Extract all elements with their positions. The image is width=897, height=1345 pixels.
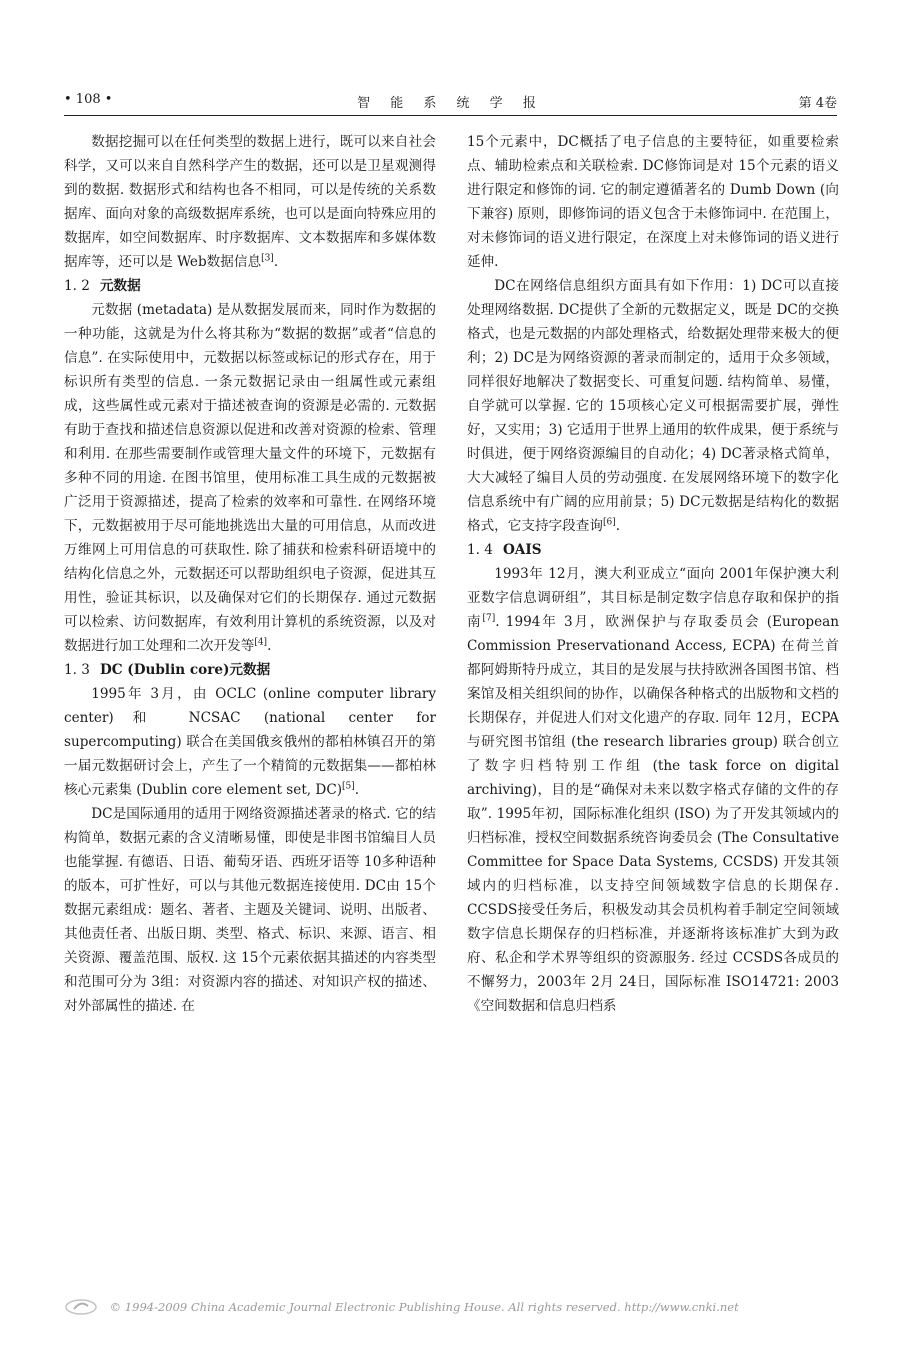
volume-label: 第 4卷 bbox=[798, 96, 837, 111]
citation-5[interactable]: [5] bbox=[342, 781, 355, 792]
citation-3[interactable]: [3] bbox=[261, 253, 274, 264]
paragraph-data-mining: 数据挖掘可以在任何类型的数据上进行，既可以来自社会科学，又可以来自自然科学产生的数据，还可以是卫星观测得到的数据. 数据形式和结构也各不相同，可以是传统的关系数据库、面向对象的高级数据库系统，也可以是面向特殊应用的数据库，如空间数据库、时序数据库、文本数据库和多媒体数据库等，还可以是 Web数据信息[3]. bbox=[64, 134, 436, 270]
citation-7[interactable]: [7] bbox=[482, 613, 496, 624]
paragraph-dc-origin: 1995年 3月，由 OCLC (online computer library center)和 NCSAC (national center for supercomputing) 联合在美国俄亥俄州的都柏林镇召开的第一届元数据研讨会上，产生了一个精简的元数据集——都柏林核心元素集 (Dublin core element set, DC)[5]. bbox=[64, 686, 436, 798]
left-column bbox=[64, 130, 436, 1018]
journal-title: 智 能 系 统 学 报 bbox=[357, 96, 544, 111]
cnki-logo-icon bbox=[64, 1298, 98, 1316]
header-rule bbox=[64, 115, 837, 116]
section-heading-1-4: 1. 4 OAIS bbox=[467, 542, 542, 558]
page-number: • 108 • bbox=[64, 92, 113, 107]
running-header bbox=[64, 92, 837, 112]
paragraph-dc-roles: DC在网络信息组织方面具有如下作用：1) DC可以直接处理网络数据. DC提供了全新的元数据定义，既是 DC的交换格式，也是元数据的内部处理格式，给数据处理带来极大的便利；2) DC是为网络资源的著录而制定的，适用于众多领域，同样很好地解决了数据变长、可重复问题. 结构简单、易懂，自学就可以掌握. 它的 15项核心定义可根据需要扩展，弹性好，又实用；3) 它适用于世界上通用的软件成果，便于系统与时俱进，便于网络资源编目的自动化；4) DC著录格式简单，大大减轻了编目人员的劳动强度. 在发展网络环境下的数字化信息系统中有广阔的应用前景；5) DC元数据是结构化的数据格式，它支持字段查询[6]. bbox=[467, 278, 839, 534]
right-column bbox=[467, 130, 839, 1018]
copyright-text: © 1994-2009 China Academic Journal Electronic Publishing House. All rights reserved. http://www.cnki.net bbox=[109, 1300, 739, 1314]
paragraph-metadata: 元数据 (metadata) 是从数据发展而来，同时作为数据的一种功能，这就是为什么将其称为“数据的数据”或者“信息的信息”. 在实际使用中，元数据以标签或标记的形式存在，用于标识所有类型的信息. 一条元数据记录由一组属性或元素组成，这些属性或元素对于描述被查询的资源是必需的. 元数据有助于查找和描述信息资源以促进和改善对资源的检索、管理和利用. 在那些需要制作或管理大量文件的环境下，元数据有多种不同的用途. 在图书馆里，使用标准工具生成的元数据被广泛用于资源描述，提高了检索的效率和可靠性. 在网络环境下，元数据被用于尽可能地挑选出大量的可用信息，从而改进万维网上可用信息的可获取性. 除了捕获和检索科研语境中的结构化信息之外，元数据还可以帮助组织电子资源，促进其互用性，验证其标识，以及确保对它们的长期保存. 通过元数据可以检索、访问数据库，有效利用计算机的系统资源，以及对数据进行加工处理和二次开发等[4]. bbox=[64, 302, 436, 654]
paragraph-dc-format: DC是国际通用的适用于网络资源描述著录的格式. 它的结构简单，数据元素的含义清晰易懂，即使是非图书馆编目人员也能掌握. 有德语、日语、葡萄牙语、西班牙语等 10多种语种的版本，可扩性好，可以与其他元数据连接使用. DC由 15个数据元素组成：题名、著者、主题及关键词、说明、出版者、其他责任者、出版日期、类型、格式、标识、来源、语言、相关资源、覆盖范围、版权. 这 15个元素依据其描述的内容类型和范围可分为 3组：对资源内容的描述、对知识产权的描述、对外部属性的描述. 在 bbox=[64, 806, 436, 1014]
section-heading-1-2: 1. 2 元数据 bbox=[64, 278, 141, 294]
copyright-footer bbox=[64, 1298, 837, 1322]
citation-4[interactable]: [4] bbox=[254, 637, 268, 648]
paragraph-oais: 1993年 12月，澳大利亚成立“面向 2001年保护澳大利亚数字信息调研组”，其目标是制定数字信息存取和保护的指南[7]. 1994年 3月，欧洲保护与存取委员会 (European Commission Preservationand Access, ECPA) 在荷兰首都阿姆斯特丹成立，其目的是发展与扶持欧洲各国图书馆、档案馆及相关组织间的协作，以确保各种格式的出版物和文档的长期保存，并促进人们对文化遗产的存取. 同年 12月，ECPA与研究图书馆组 (the research libraries group) 联合创立了数字归档特别工作组 (the task force on digital archiving)，目的是“确保对未来以数字格式存储的文件的存取”. 1995年初，国际标准化组织 (ISO) 为了开发其领域内的归档标准，授权空间数据系统咨询委员会 (The Consultative Committee for Space Data Systems, CCSDS) 开发其领域内的归档标准，以支持空间领域数字信息的长期保存. CCSDS接受任务后，积极发动其会员机构着手制定空间领域数字信息长期保存的归档标准，并逐渐将该标准扩大到为政府、私企和学术界等组织的资源服务. 经过 CCSDS各成员的不懈努力，2003年 2月 24日，国际标准 ISO14721: 2003《空间数据和信息归档系 bbox=[467, 566, 839, 1014]
citation-6[interactable]: [6] bbox=[602, 517, 616, 528]
paragraph-dc-elements: 15个元素中，DC概括了电子信息的主要特征，如重要检索点、辅助检索点和关联检索. DC修饰词是对 15个元素的语义进行限定和修饰的词. 它的制定遵循著名的 Dumb Down (向下兼容) 原则，即修饰词的语义包含于未修饰词中. 在范围上，对未修饰词的语义进行限定，在深度上对未修饰词的语义进行延伸. bbox=[467, 134, 839, 270]
section-heading-1-3: 1. 3 DC (Dublin core)元数据 bbox=[64, 662, 271, 678]
